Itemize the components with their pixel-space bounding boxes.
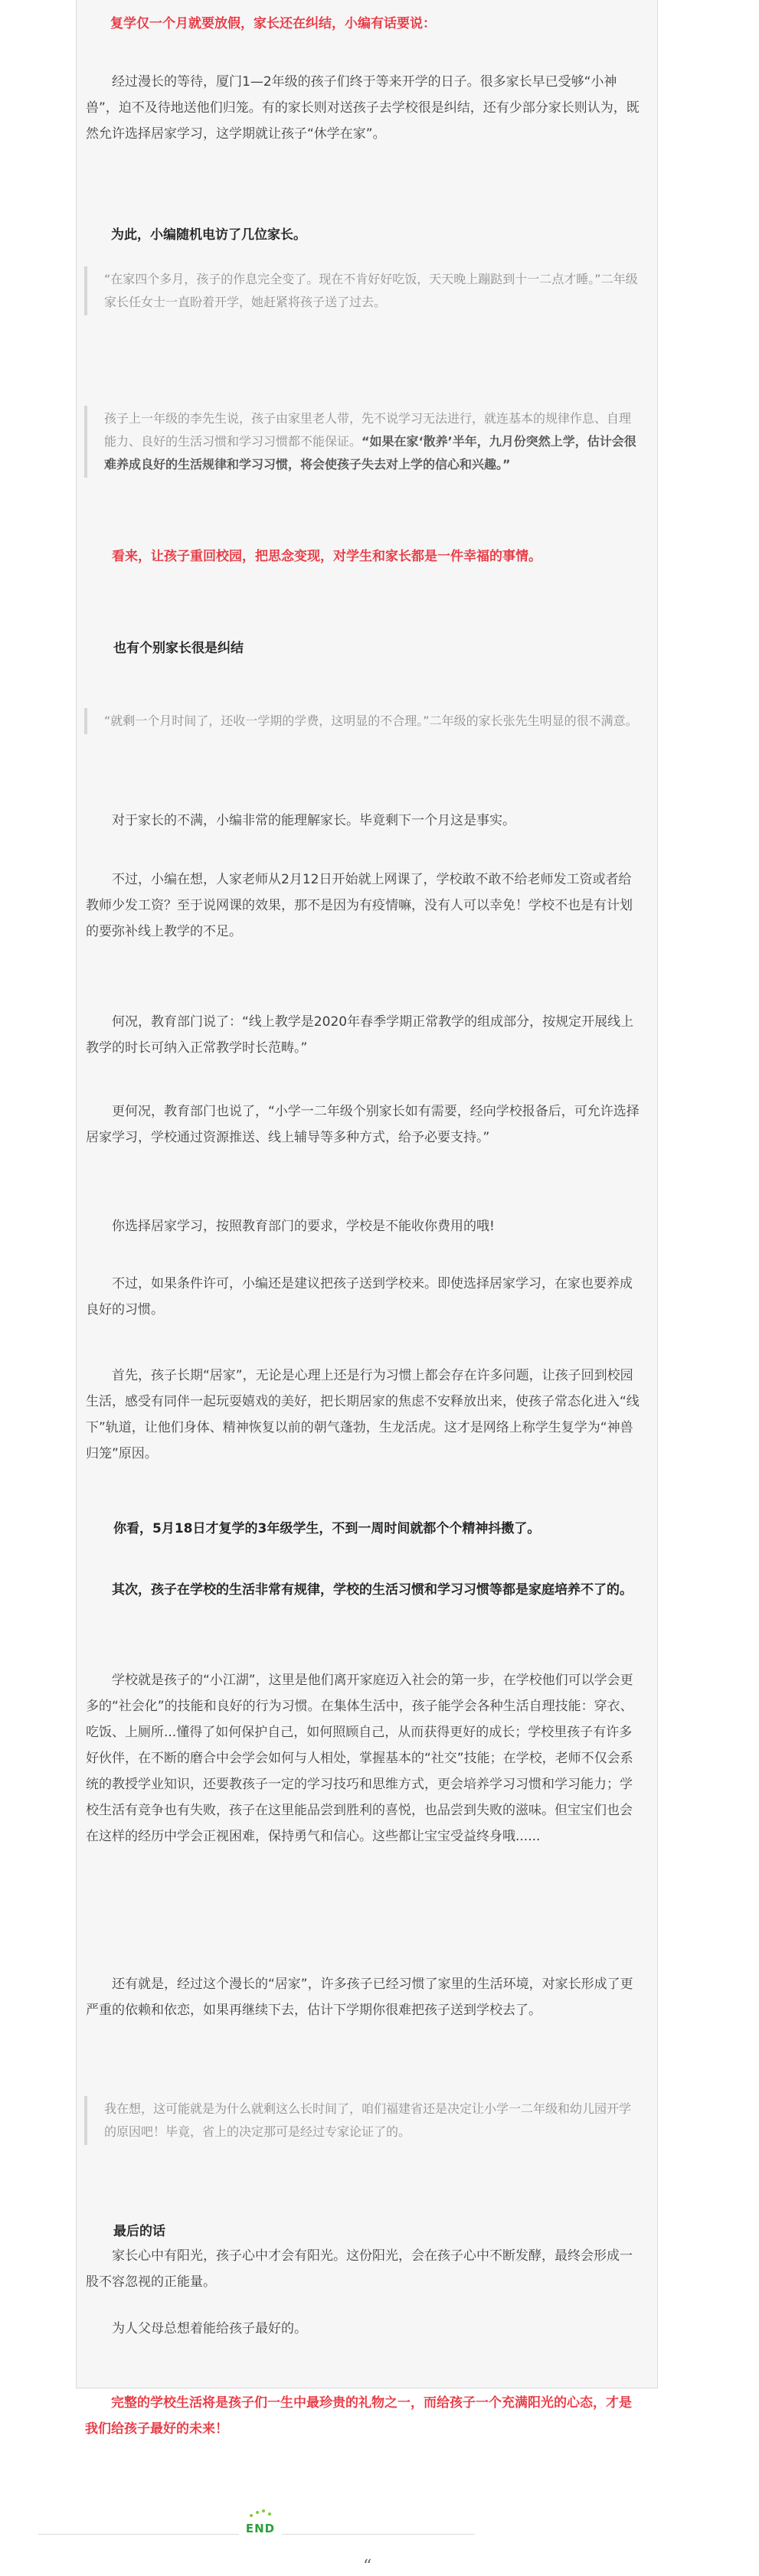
closing-highlight: 完整的学校生活将是孩子们一生中最珍贵的礼物之一，而给孩子一个充满阳光的心态，才是我们给孩子最好的未来！ <box>85 2395 632 2437</box>
section-heading-final: 最后的话 <box>113 2224 165 2239</box>
paragraph-suggestion: 不过，如果条件许可，小编还是建议把孩子送到学校来。即使选择居家学习，在家也要养成良好的习惯。 <box>86 1276 633 1317</box>
bold-second-reason: 其次，孩子在学校的生活非常有规律，学校的生活习惯和学习习惯等都是家庭培养不了的。 <box>112 1582 633 1598</box>
paragraph-intro: 经过漫长的等待，厦门1—2年级的孩子们终于等来开学的日子。很多家长早已受够“小神兽”，迫不及待地送他们归笼。有的家长则对送孩子去学校很是纠结，还有少部分家长则认为，既然允许选择居家学习，这学期就让孩子“休学在家”。 <box>86 74 640 142</box>
quote-parent-li <box>84 406 651 478</box>
quote-parent-ren: “在家四个多月，孩子的作息完全变了。现在不肯好好吃饭，天天晚上蹦跶到十一二点才睡。”二年级家长任女士一直盼着开学，她赶紧将孩子送了过去。 <box>84 266 651 315</box>
paragraph-teachers: 不过，小编在想，人家老师从2月12日开始就上网课了，学校敢不敢不给老师发工资或者给教师少发工资？至于说网课的效果，那不是因为有疫情嘛，没有人可以幸免！学校不也是有计划的要弥补线上教学的不足。 <box>86 872 633 939</box>
end-line-right <box>282 2534 475 2535</box>
end-line-left <box>38 2534 239 2535</box>
quote-li-emphasis: “如果在家‘散养’半年，九月份突然上学，估计会很难养成良好的生活规律和学习习惯，将会使孩子失去对上学的信心和兴趣。” <box>104 434 636 472</box>
paragraph-first-reason: 首先，孩子长期“居家”，无论是心理上还是行为习惯上都会存在许多问题，让孩子回到校园生活，感受有同伴一起玩耍嬉戏的美好，把长期居家的焦虑不安释放出来，使孩子常态化进入“线下”轨道，让他们身体、精神恢复以前的朝气蓬勃，生龙活虎。这才是网络上称学生复学为“神兽归笼”原因。 <box>86 1368 640 1461</box>
bottom-quote-mark: “ <box>363 2557 372 2576</box>
paragraph-best-for-kids: 为人父母总想着能给孩子最好的。 <box>112 2321 307 2336</box>
article-card <box>76 0 658 2388</box>
end-sprout-icon <box>245 2509 276 2520</box>
highlight-back-to-school: 看来，让孩子重回校园，把思念变现，对学生和家长都是一件幸福的事情。 <box>112 549 541 564</box>
paragraph-ministry-2: 更何况，教育部门也说了，“小学一二年级个别家长如有需要，经向学校报备后，可允许选择居家学习，学校通过资源推送、线上辅导等多种方式，给予必要支持。” <box>86 1104 640 1145</box>
intro-highlight: 复学仅一个月就要放假，家长还在纠结，小编有话要说： <box>110 16 436 31</box>
bold-grade3-note: 你看，5月18日才复学的3年级学生，不到一周时间就都个个精神抖擞了。 <box>113 1521 541 1536</box>
paragraph-ministry-1: 何况，教育部门说了：“线上教学是2020年春季学期正常教学的组成部分，按规定开展线上教学的时长可纳入正常教学时长范畴。” <box>86 1014 634 1056</box>
paragraph-understanding: 对于家长的不满，小编非常的能理解家长。毕竟剩下一个月这是事实。 <box>112 813 515 828</box>
quote-li-text: 孩子上一年级的李先生说，孩子由家里老人带，先不说学习无法进行，就连基本的规律作息、自理能力、良好的生活习惯和学习习惯都不能保证。 <box>104 411 632 449</box>
quote-author-thought: 我在想，这可能就是为什么就剩这么长时间了，咱们福建省还是决定让小学一二年级和幼儿园开学的原因吧！毕竟，省上的决定那可是经过专家论证了的。 <box>84 2096 651 2145</box>
end-divider <box>0 2522 759 2570</box>
quote-parent-zhang: “就剩一个月时间了，还收一学期的学费，这明显的不合理。”二年级的家长张先生明显的很不满意。 <box>84 708 651 734</box>
section-heading-interviews: 为此，小编随机电访了几位家长。 <box>111 227 306 243</box>
paragraph-school-life: 学校就是孩子的“小江湖”，这里是他们离开家庭迈入社会的第一步，在学校他们可以学会更多的“社会化”的技能和良好的行为习惯。在集体生活中，孩子能学会各种生活自理技能：穿衣、吃饭、上厕所...懂得了如何保护自己，如何照顾自己，从而获得更好的成长；学校里孩子有许多好伙伴，在不断的磨合中会学会如何与人相处，掌握基本的“社交”技能；在学校，老师不仅会系统的教授学业知识，还要教孩子一定的学习技巧和思维方式，更会培养学习习惯和学习能力；学校生活有竞争也有失败，孩子在这里能品尝到胜利的喜悦，也品尝到失败的滋味。但宝宝们也会在这样的经历中学会正视困难，保持勇气和信心。这些都让宝宝受益终身哦...... <box>86 1673 633 1844</box>
section-heading-conflicted: 也有个别家长很是纠结 <box>113 641 244 656</box>
end-label: END <box>245 2522 276 2535</box>
paragraph-sunshine: 家长心中有阳光，孩子心中才会有阳光。这份阳光，会在孩子心中不断发酵，最终会形成一股不容忽视的正能量。 <box>86 2248 633 2290</box>
paragraph-dependence: 还有就是，经过这个漫长的“居家”，许多孩子已经习惯了家里的生活环境，对家长形成了更严重的依赖和依恋，如果再继续下去，估计下学期你很难把孩子送到学校去了。 <box>86 1977 633 2018</box>
paragraph-fee: 你选择居家学习，按照教育部门的要求，学校是不能收你费用的哦! <box>112 1219 495 1234</box>
